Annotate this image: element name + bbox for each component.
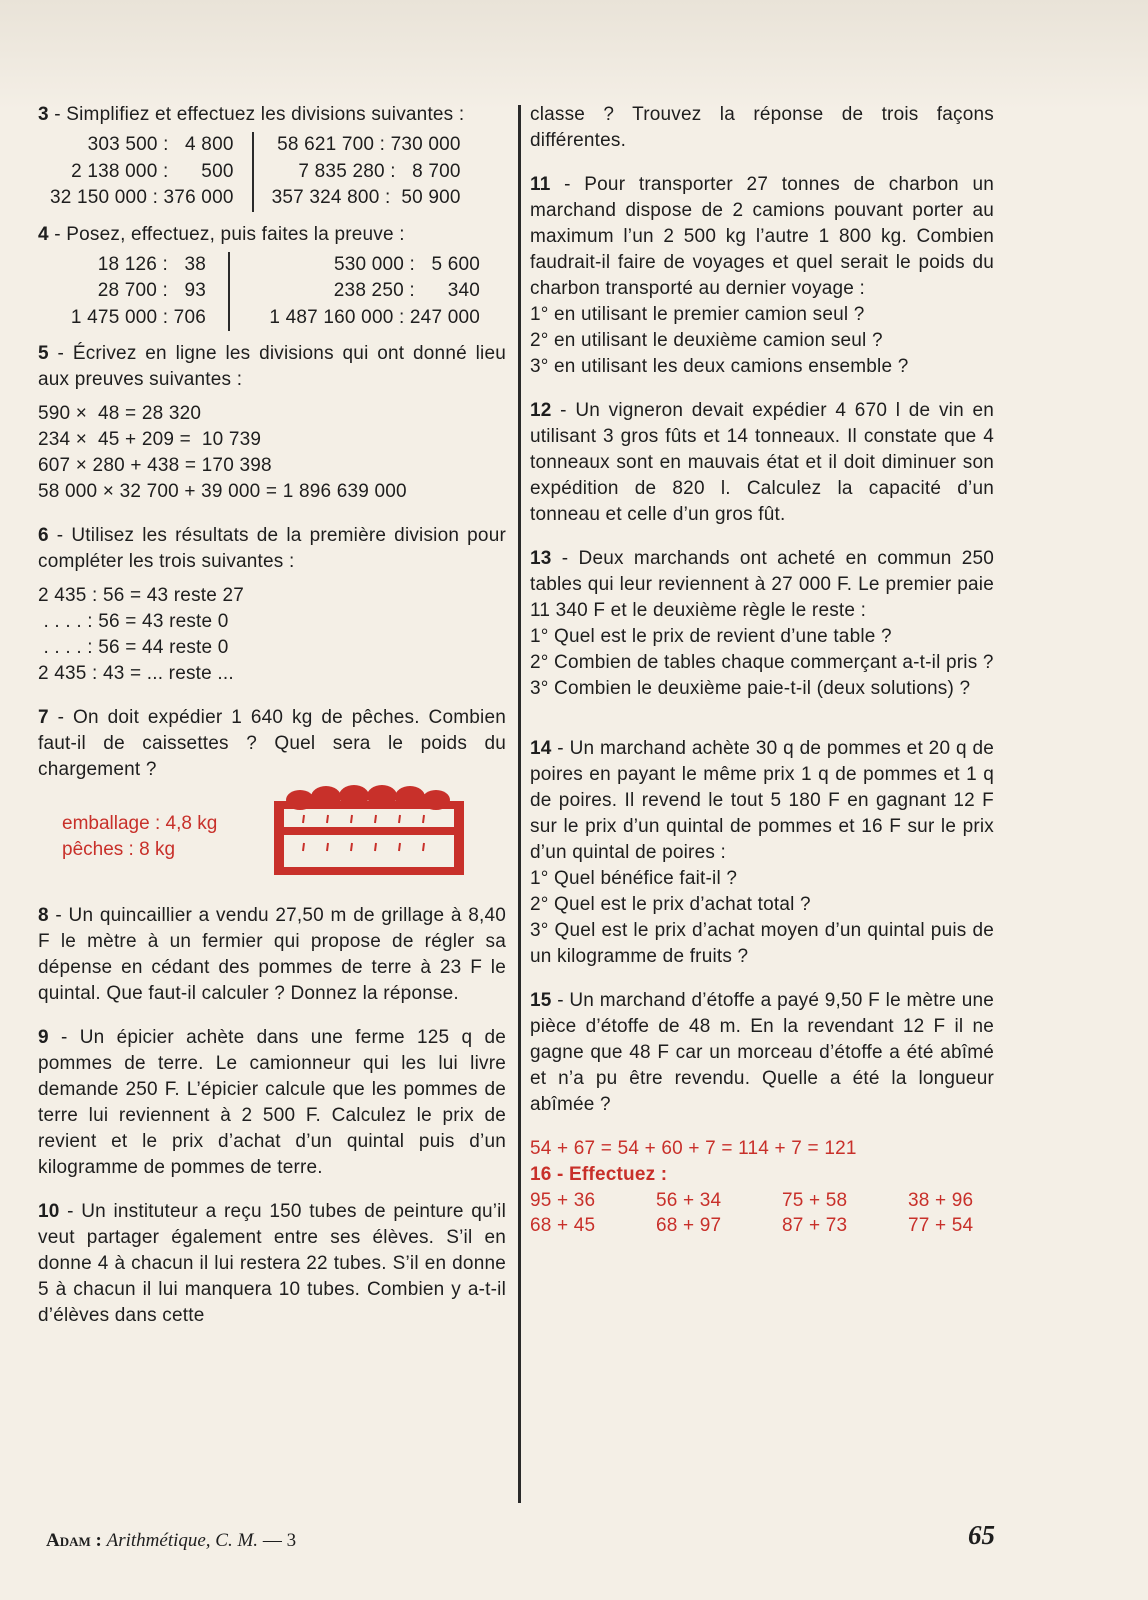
page-footer [46, 1530, 296, 1552]
exercise-4: 4 - Posez, effectuez, puis faites la preuve : 18 126 : 38 28 700 : 93 1 475 000 : 706 530 000 : 5 600 238 250 : 340 1 487 160 000 : 247 000 [38, 222, 506, 332]
footer-author: Adam : [46, 1530, 102, 1551]
exercise-10-continued: classe ? Trouvez la réponse de trois façons différentes. [530, 104, 994, 151]
column-divider [228, 252, 230, 332]
exercise-3 [38, 102, 506, 212]
exercise-11: 11 - Pour transporter 27 tonnes de charbon un marchand dispose de 2 camions pouvant porter au maximum l’un 2 500 kg l’autre 1 800 kg. Combien faudrait-il faire de voyages et quel serait le poids du charbon transporté au dernier voyage : 1° en utilisant le premier camion seul ? 2° en utilisant le deuxième camion seul ? 3° en utilisant les deux camions ensemble ? [530, 174, 994, 377]
exercise-13: 13 - Deux marchands ont acheté en commun 250 tables qui leur reviennent à 27 000 F. Le premier paie 11 340 F et le deuxième règle le reste : 1° Quel est le prix de revient d’une table ? 2° Combien de tables chaque commerçant a-t-il pris ? 3° Combien le deuxième paie-t-il (deux solutions) ? [530, 548, 994, 699]
exercise-number: 3 [38, 104, 49, 125]
sum-item: 87 + 73 [782, 1215, 848, 1236]
exercise-12: 12 - Un vigneron devait expédier 4 670 l de vin en utilisant 3 gros fûts et 14 tonneaux. Il constate que 4 tonneaux sont en mauvais état et il doit diminuer son expédition de 820 l. Calculez la capacité d’un tonneau et celle d’un gros fût. [530, 400, 994, 525]
page-top-bleed [0, 0, 1148, 110]
exercise-text: - Simplifiez et effectuez les divisions suivantes : [48, 104, 465, 125]
proof-lines: 590 × 48 = 28 320 234 × 45 + 209 = 10 739 607 × 280 + 438 = 170 398 58 000 × 32 700 + 39 000 = 1 896 639 000 [38, 403, 407, 502]
division-column-b: 58 621 700 : 730 000 7 835 280 : 8 700 357 324 800 : 50 900 [271, 134, 461, 208]
sum-item: 38 + 96 [908, 1190, 974, 1211]
exercise-15: 15 - Un marchand d’étoffe a payé 9,50 F le mètre une pièce d’étoffe de 48 m. En la revendant 12 F il ne gagne que 48 F car un morceau d’étoffe a été abîmé et n’a pu être revendu. Quelle a été la longueur abîmée ? [530, 990, 994, 1115]
addition-grid [530, 1188, 994, 1238]
addition-example: 54 + 67 = 54 + 60 + 7 = 114 + 7 = 121 [530, 1138, 857, 1159]
exercise-16-title: 16 - Effectuez : [530, 1164, 668, 1185]
sum-item: 75 + 58 [782, 1190, 848, 1211]
exercise-8: 8 - Un quincaillier a vendu 27,50 m de grillage à 8,40 F le mètre à un fermier qui propose de régler sa dépense en cédant des pommes de terre à 23 F le quintal. Que faut-il calculer ? Donnez la réponse. [38, 905, 506, 1004]
column-rule [518, 105, 521, 1503]
footer-volume: — 3 [262, 1530, 297, 1551]
peach-crate-illustration [38, 783, 506, 903]
division-lines: 2 435 : 56 = 43 reste 27 . . . . : 56 = 43 reste 0 . . . . : 56 = 44 reste 0 2 435 : 43 = ... reste ... [38, 585, 245, 684]
exercise-5: 5 - Écrivez en ligne les divisions qui ont donné lieu aux preuves suivantes : 590 × 48 = 28 320 234 × 45 + 209 = 10 739 607 × 280 + 438 = 170 398 58 000 × 32 700 + 39 000 = 1 896 639 000 [38, 341, 506, 505]
division-column-a: 303 500 : 4 800 2 138 000 : 500 32 150 000 : 376 000 [50, 134, 234, 208]
division-column-a: 18 126 : 38 28 700 : 93 1 475 000 : 706 [70, 253, 206, 328]
exercise-10: 10 - Un instituteur a reçu 150 tubes de peinture qu’il veut partager également entre ses élèves. S’il en donne 4 à chacun il lui restera 22 tubes. S’il en donne 5 à chacun il lui manquera 10 tubes. Combien y a-t-il d’élèves dans cette [38, 1201, 506, 1326]
exercise-9: 9 - Un épicier achète dans une ferme 125 q de pommes de terre. Le camionneur qui les lui livre demande 250 F. L’épicier calcule que les pommes de terre lui reviennent à 2 500 F. Calculez le prix de revient et le prix d’achat d’un quintal puis d’un kilogramme de pommes de terre. [38, 1027, 506, 1178]
left-column [38, 102, 506, 1329]
column-divider [252, 132, 254, 212]
packing-weight: emballage : 4,8 kg [62, 813, 218, 834]
footer-book: Arithmétique, C. M. [106, 1530, 259, 1551]
peach-weight: pêches : 8 kg [62, 839, 176, 860]
exercise-16 [530, 1136, 994, 1238]
sum-item: 68 + 97 [656, 1215, 722, 1236]
sum-item: 77 + 54 [908, 1215, 974, 1236]
page-number: 65 [968, 1520, 995, 1550]
sum-item: 56 + 34 [656, 1190, 722, 1211]
division-table [56, 252, 506, 332]
sum-item: 68 + 45 [530, 1215, 596, 1236]
exercise-6: 6 - Utilisez les résultats de la première division pour compléter les trois suivantes : 2 435 : 56 = 43 reste 27 . . . . : 56 = 43 reste 0 . . . . : 56 = 44 reste 0 2 435 : 43 = ... reste ... [38, 523, 506, 687]
division-table [50, 132, 506, 212]
sum-item: 95 + 36 [530, 1190, 596, 1211]
right-column [530, 102, 994, 1238]
division-column-b: 530 000 : 5 600 238 250 : 340 1 487 160 000 : 247 000 [269, 253, 480, 328]
exercise-7: 7 - On doit expédier 1 640 kg de pêches. Combien faut-il de caissettes ? Quel sera le poids du chargement ? [38, 707, 506, 780]
exercise-14: 14 - Un marchand achète 30 q de pommes et 20 q de poires en payant le même prix 1 q de pommes et 1 q de poires. Il revend le tout 5 180 F en gagnant 12 F sur le prix d’un quintal de pommes et 16 F sur le prix d’un quintal de poires : 1° Quel bénéfice fait-il ? 2° Quel est le prix d’achat total ? 3° Quel est le prix d’achat moyen d’un quintal puis de un kilogramme de fruits ? [530, 738, 994, 967]
crate-icon [270, 783, 470, 879]
